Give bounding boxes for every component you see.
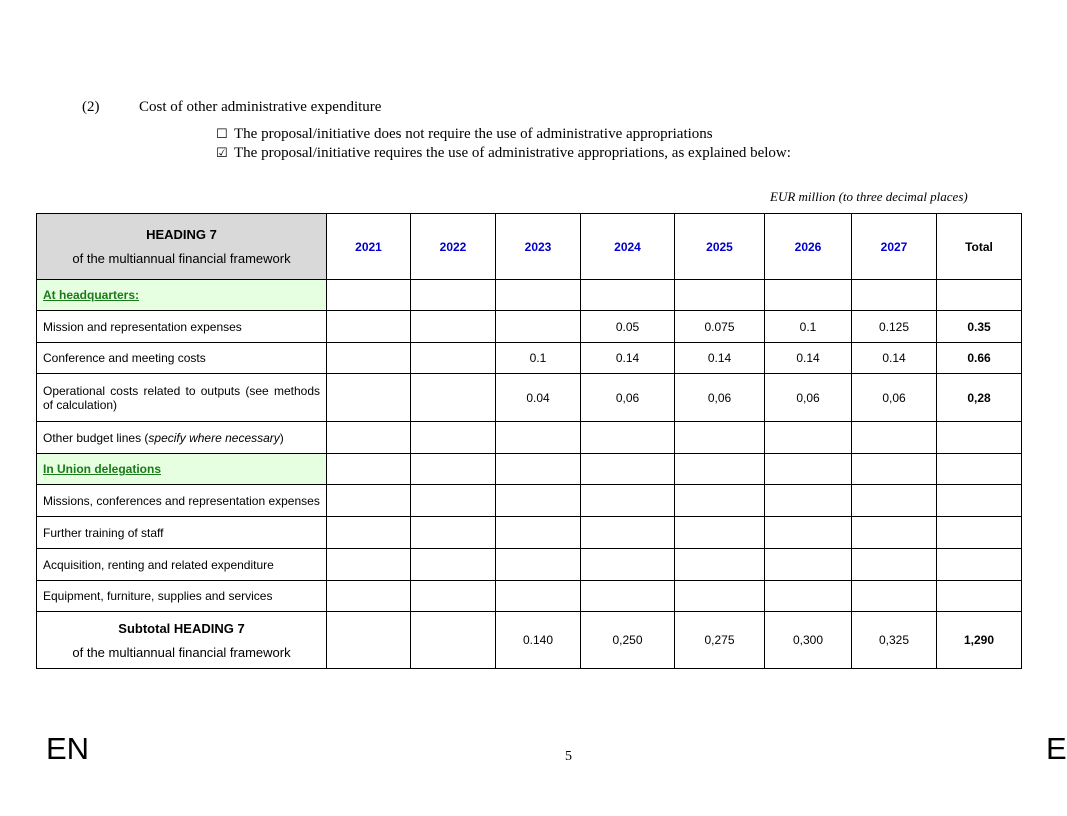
value-cell [852,581,937,612]
language-marker-left: EN [46,731,90,766]
value-cell [852,517,937,549]
row-label-italic: specify where necessary [148,430,280,445]
value-cell [496,581,581,612]
table-row [37,374,1022,422]
row-label [37,374,327,422]
value-cell [327,374,411,422]
value-cell [765,280,852,311]
unchecked-checkbox-icon: ☐ [216,127,228,142]
total-cell [937,422,1022,454]
value-cell [411,374,496,422]
subtotal-total: 1,290 [937,612,1022,669]
total-cell: 0.35 [937,311,1022,343]
year-header: 2023 [496,214,581,280]
subtotal-value: 0,250 [581,612,675,669]
value-cell [411,485,496,517]
value-cell: 0.14 [675,343,765,374]
value-cell [496,454,581,485]
value-cell: 0.14 [765,343,852,374]
section-label-text: At headquarters: [43,288,140,302]
option-text: The proposal/initiative requires the use of administrative appropriations, as explained below: [234,145,791,161]
value-cell [581,454,675,485]
value-cell [852,280,937,311]
total-cell [937,454,1022,485]
heading-cell [37,214,327,280]
value-cell [765,422,852,454]
value-cell [327,311,411,343]
section-label [37,454,327,485]
row-label-text: Other budget lines ( [43,430,149,445]
total-cell [937,280,1022,311]
value-cell [411,280,496,311]
value-cell [411,454,496,485]
year-header: 2021 [327,214,411,280]
subtotal-value: 0,300 [765,612,852,669]
total-cell [937,549,1022,581]
subtotal-row [37,612,1022,669]
value-cell [581,549,675,581]
year-header: 2025 [675,214,765,280]
table-row [37,581,1022,612]
row-label [37,549,327,581]
value-cell [675,422,765,454]
value-cell [765,549,852,581]
value-cell [411,581,496,612]
row-label-text: Mission and representation expenses [43,319,242,334]
row-label-text: Conference and meeting costs [43,351,206,365]
subtotal-label [37,612,327,669]
value-cell [765,581,852,612]
subtotal-title: Subtotal HEADING 7 [118,620,245,636]
subtotal-value [411,612,496,669]
value-cell [327,280,411,311]
value-cell [581,517,675,549]
section-title: Cost of other administrative expenditure [139,99,382,115]
section-label-text: In Union delegations [43,462,162,476]
value-cell [675,485,765,517]
value-cell [581,422,675,454]
value-cell: 0,06 [675,374,765,422]
value-cell: 0.1 [765,311,852,343]
value-cell [327,549,411,581]
row-label-text: Missions, conferences and representation expenses [43,493,320,508]
value-cell [496,485,581,517]
table-row [37,517,1022,549]
section-label [37,280,327,311]
value-cell [852,485,937,517]
value-cell: 0.14 [852,343,937,374]
total-cell [937,517,1022,549]
value-cell [327,485,411,517]
year-header: 2026 [765,214,852,280]
subtotal-value: 0,325 [852,612,937,669]
option-text: The proposal/initiative does not require the use of administrative appropriations [234,126,713,142]
row-label-text: Equipment, furniture, supplies and services [43,589,273,603]
heading-subtitle: of the multiannual financial framework [72,251,291,266]
value-cell [327,422,411,454]
row-label [37,311,327,343]
subtotal-value [327,612,411,669]
value-cell [327,581,411,612]
value-cell [852,454,937,485]
total-header: Total [937,214,1022,280]
table-row [37,343,1022,374]
subtotal-value: 0,275 [675,612,765,669]
value-cell [411,517,496,549]
total-cell [937,581,1022,612]
value-cell: 0.125 [852,311,937,343]
value-cell [327,517,411,549]
table-row [37,549,1022,581]
value-cell: 0,06 [852,374,937,422]
option-no-appropriations [216,125,713,144]
value-cell: 0.075 [675,311,765,343]
value-cell [496,280,581,311]
value-cell [852,549,937,581]
value-cell [496,422,581,454]
row-label-text: Acquisition, renting and related expenditure [43,557,274,572]
value-cell: 0.05 [581,311,675,343]
section-number: (2) [82,99,100,115]
value-cell [411,422,496,454]
total-cell: 0,28 [937,374,1022,422]
value-cell [675,517,765,549]
value-cell: 0,06 [581,374,675,422]
value-cell [581,280,675,311]
value-cell: 0,06 [765,374,852,422]
value-cell [765,517,852,549]
value-cell [327,343,411,374]
row-label [37,517,327,549]
value-cell [411,343,496,374]
subtotal-value: 0.140 [496,612,581,669]
value-cell [327,454,411,485]
table-row [37,311,1022,343]
subtotal-subtitle: of the multiannual financial framework [72,644,291,660]
value-cell [496,311,581,343]
table-row [37,485,1022,517]
value-cell [581,485,675,517]
value-cell [675,454,765,485]
option-requires-appropriations [216,144,791,163]
value-cell [852,422,937,454]
row-label [37,343,327,374]
year-header: 2024 [581,214,675,280]
row-label [37,581,327,612]
total-cell [937,485,1022,517]
checked-checkbox-icon: ☑ [216,146,228,161]
row-label-text: Further training of staff [43,525,164,540]
row-label-text: Operational costs related to outputs (see methods of calculation) [43,383,320,412]
value-cell: 0.1 [496,343,581,374]
year-header: 2022 [411,214,496,280]
row-label [37,485,327,517]
section-row [37,280,1022,311]
value-cell [411,549,496,581]
row-label-suffix: ) [279,430,284,445]
page-number: 5 [565,749,572,764]
value-cell: 0.04 [496,374,581,422]
value-cell [411,311,496,343]
section-row [37,454,1022,485]
value-cell: 0.14 [581,343,675,374]
budget-table [36,213,1022,669]
value-cell [581,581,675,612]
table-row [37,422,1022,454]
value-cell [496,517,581,549]
language-marker-right: E [1046,731,1067,766]
value-cell [765,454,852,485]
table-header-row [37,214,1022,280]
unit-note: EUR million (to three decimal places) [770,189,968,204]
total-cell: 0.66 [937,343,1022,374]
value-cell [496,549,581,581]
value-cell [675,280,765,311]
value-cell [765,485,852,517]
value-cell [675,581,765,612]
value-cell [675,549,765,581]
year-header: 2027 [852,214,937,280]
heading-title: HEADING 7 [146,227,217,242]
row-label [37,422,327,454]
